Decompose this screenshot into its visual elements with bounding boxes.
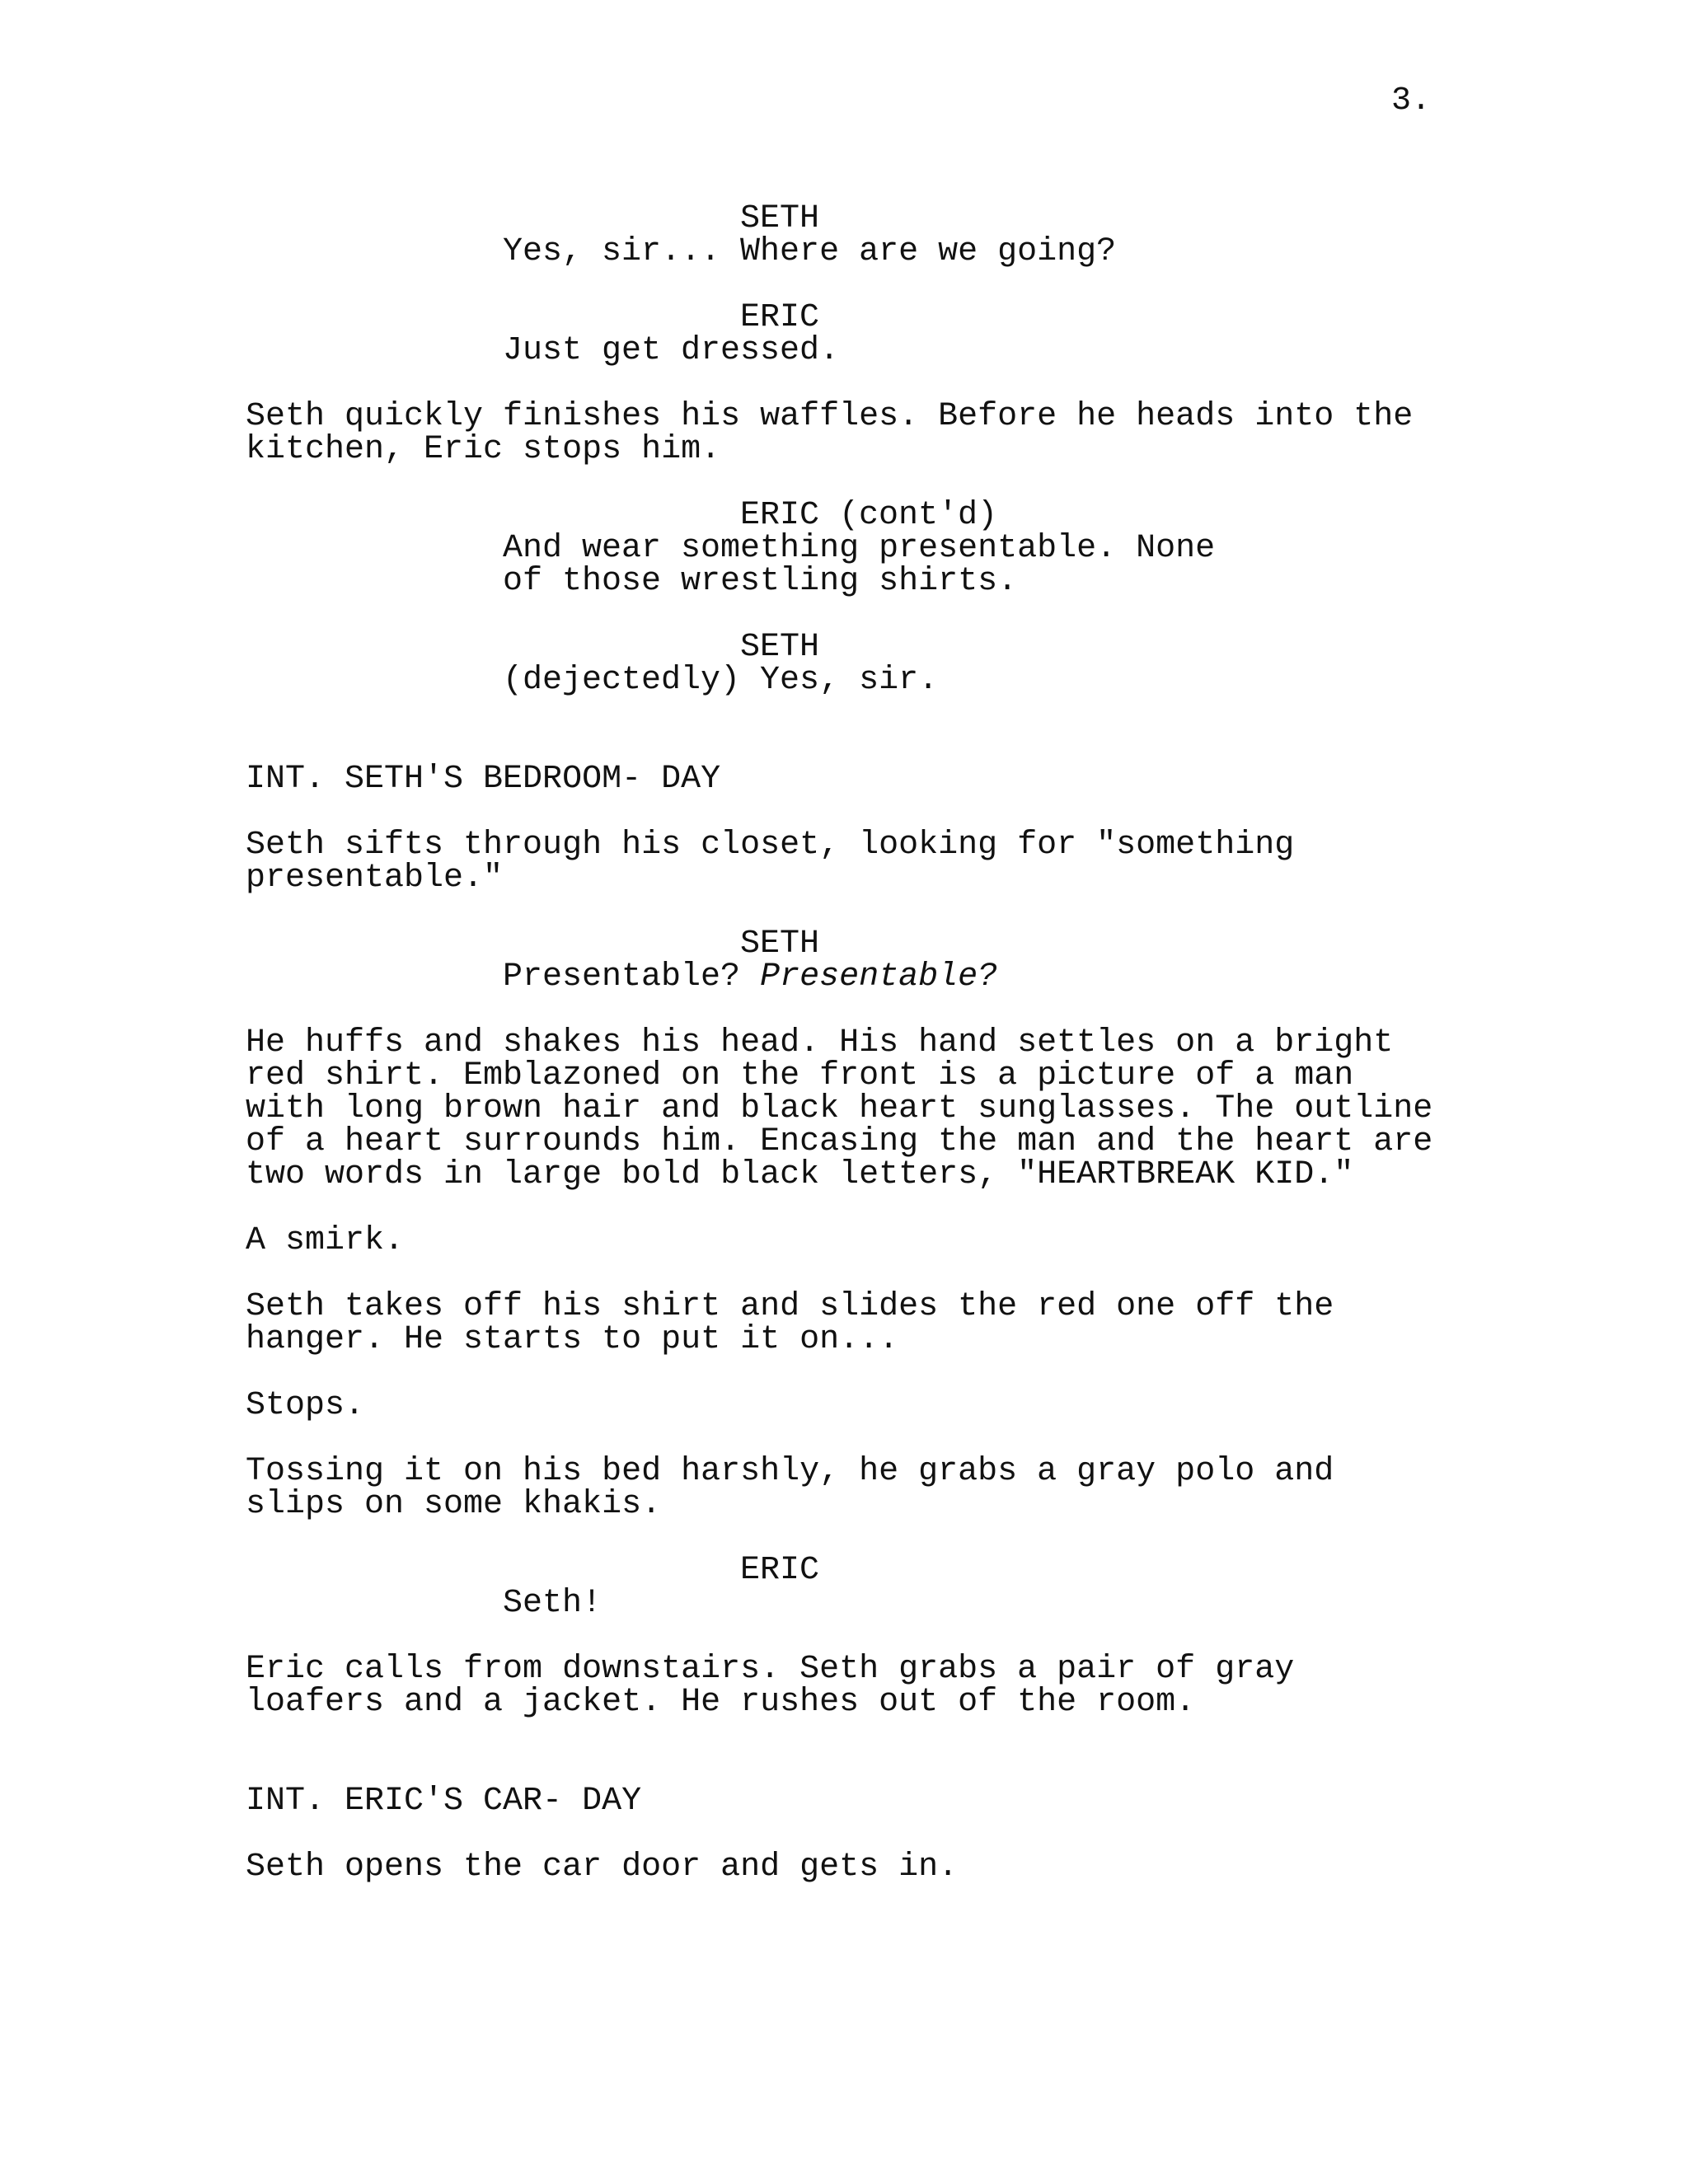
character-name: ERIC xyxy=(740,299,820,336)
dialogue-line: of those wrestling shirts. xyxy=(503,563,1018,600)
dialogue-line: Seth! xyxy=(503,1585,603,1622)
dialogue-line: Just get dressed. xyxy=(503,332,840,369)
action-line: Seth takes off his shirt and slides the red one off the xyxy=(246,1288,1334,1325)
scene-heading: INT. ERIC'S CAR- DAY xyxy=(246,1783,642,1820)
action-line: slips on some khakis. xyxy=(246,1486,662,1523)
action-line: Tossing it on his bed harshly, he grabs a gray polo and xyxy=(246,1453,1334,1490)
action-line: red shirt. Emblazoned on the front is a picture of a man xyxy=(246,1057,1354,1094)
action-line: Seth quickly finishes his waffles. Before he heads into the xyxy=(246,398,1414,435)
dialogue-line: (dejectedly) Yes, sir. xyxy=(503,662,939,699)
dialogue-emphasis: Presentable? xyxy=(760,958,998,996)
action-line: He huffs and shakes his head. His hand settles on a bright xyxy=(246,1024,1394,1062)
dialogue-text: Presentable? xyxy=(503,958,761,996)
action-line: presentable." xyxy=(246,860,504,897)
action-line: with long brown hair and black heart sunglasses. The outline xyxy=(246,1090,1433,1127)
action-line: two words in large bold black letters, "HEARTBREAK KID." xyxy=(246,1156,1354,1193)
action-line: Seth sifts through his closet, looking for "something xyxy=(246,827,1295,864)
action-line: Stops. xyxy=(246,1387,365,1424)
action-line: A smirk. xyxy=(246,1222,405,1259)
character-name: ERIC xyxy=(740,1552,820,1589)
action-line: loafers and a jacket. He rushes out of the room. xyxy=(246,1684,1196,1721)
character-name: ERIC (cont'd) xyxy=(740,497,998,534)
character-name: SETH xyxy=(740,926,820,963)
character-name: SETH xyxy=(740,629,820,666)
dialogue-line: Yes, sir... Where are we going? xyxy=(503,233,1117,270)
action-line: of a heart surrounds him. Encasing the man and the heart are xyxy=(246,1123,1433,1160)
scene-heading: INT. SETH'S BEDROOM- DAY xyxy=(246,761,721,798)
action-line: hanger. He starts to put it on... xyxy=(246,1321,899,1358)
dialogue-line: And wear something presentable. None xyxy=(503,530,1216,567)
action-line: kitchen, Eric stops him. xyxy=(246,431,721,468)
character-name: SETH xyxy=(740,200,820,237)
action-line: Eric calls from downstairs. Seth grabs a pair of gray xyxy=(246,1651,1295,1688)
action-line: Seth opens the car door and gets in. xyxy=(246,1849,959,1886)
dialogue-line xyxy=(503,958,998,996)
page-number: 3. xyxy=(1391,82,1432,120)
